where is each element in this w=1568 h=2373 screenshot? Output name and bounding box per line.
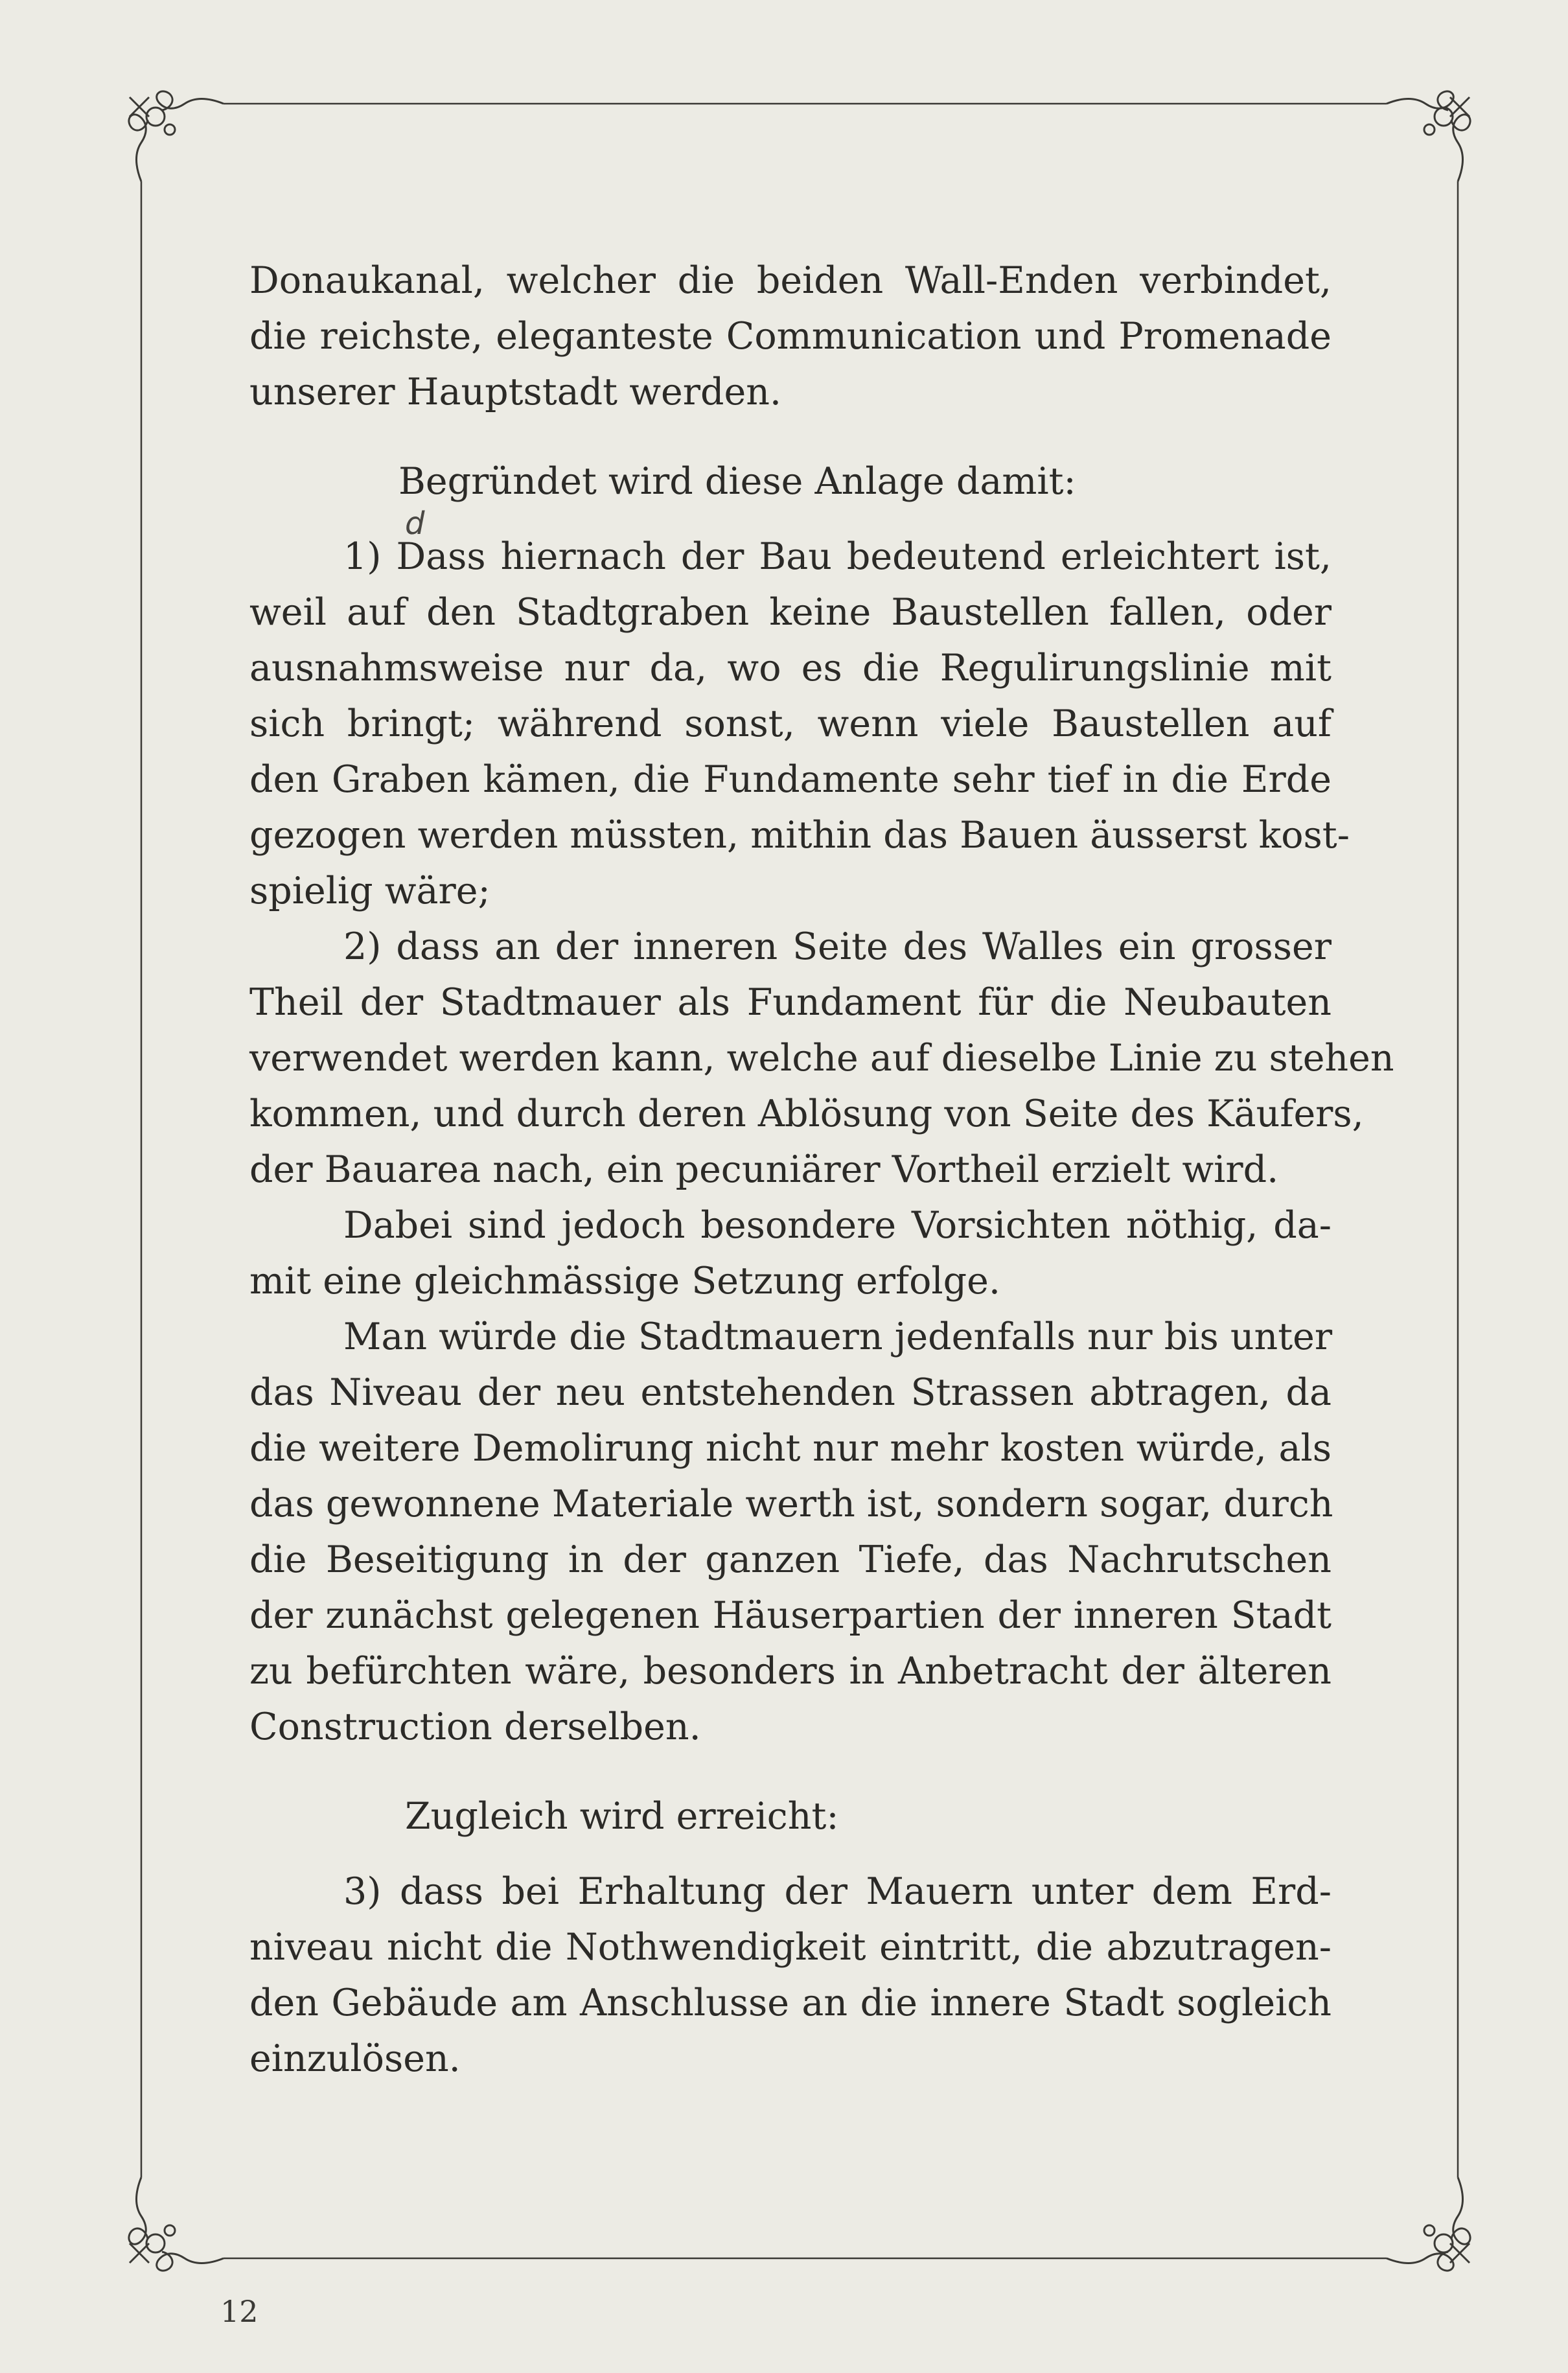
text-line: die weitere Demolirung nicht nur mehr kosten würde, als <box>249 1427 1332 1470</box>
body-text <box>249 253 1394 2087</box>
text-line: einzulösen. <box>249 2037 461 2080</box>
text-line: sich bringt; während sonst, wenn viele Baustellen auf <box>249 702 1332 745</box>
handwritten-margin-note: d <box>405 505 425 542</box>
text-line: mit eine gleichmässige Setzung erfolge. <box>249 1260 1000 1302</box>
text-line: 1) Dass hiernach der Bau bedeutend erleichtert ist, <box>343 535 1332 578</box>
section-heading: Zugleich wird erreicht: <box>405 1795 839 1838</box>
text-line: ausnahmsweise nur da, wo es die Regulirungslinie mit <box>249 647 1332 689</box>
corner-ornament-top-left-icon <box>129 91 224 181</box>
text-line: spielig wäre; <box>249 870 490 912</box>
text-line: zu befürchten wäre, besonders in Anbetracht der älteren <box>249 1650 1332 1693</box>
text-line: das gewonnene Materiale werth ist, sondern sogar, durch <box>249 1483 1333 1525</box>
text-line: Donaukanal, welcher die beiden Wall-Enden verbindet, <box>249 259 1332 302</box>
text-line: weil auf den Stadtgraben keine Baustellen fallen, oder <box>249 591 1332 634</box>
text-line: das Niveau der neu entstehenden Strassen abtragen, da <box>249 1371 1332 1414</box>
text-line: kommen, und durch deren Ablösung von Seite des Käufers, <box>249 1093 1364 1135</box>
page-number: 12 <box>220 2294 259 2329</box>
text-line: verwendet werden kann, welche auf dieselbe Linie zu stehen <box>249 1037 1394 1080</box>
corner-ornament-bottom-left-icon <box>129 2177 224 2271</box>
text-line: niveau nicht die Nothwendigkeit eintritt, die abzutragen- <box>249 1926 1332 1969</box>
text-line: gezogen werden müssten, mithin das Bauen äusserst kost- <box>249 814 1350 857</box>
text-line: der zunächst gelegenen Häuserpartien der inneren Stadt <box>249 1594 1332 1637</box>
text-line: den Gebäude am Anschlusse an die innere Stadt sogleich <box>249 1982 1332 2024</box>
text-line: 2) dass an der inneren Seite des Walles ein grosser <box>343 925 1332 968</box>
text-line: Construction derselben. <box>249 1706 701 1748</box>
text-line: unserer Hauptstadt werden. <box>249 371 782 413</box>
text-line: die reichste, eleganteste Communication und Promenade <box>249 315 1332 358</box>
section-heading: Begründet wird diese Anlage damit: <box>398 460 1076 503</box>
text-line: den Graben kämen, die Fundamente sehr tief in die Erde <box>249 758 1332 801</box>
text-line: die Beseitigung in der ganzen Tiefe, das Nachrutschen <box>249 1538 1332 1581</box>
text-line: der Bauarea nach, ein pecuniärer Vortheil erzielt wird. <box>249 1148 1279 1191</box>
text-line: Dabei sind jedoch besondere Vorsichten nöthig, da- <box>343 1204 1332 1247</box>
corner-ornament-top-right-icon <box>1387 91 1470 181</box>
corner-ornament-bottom-right-icon <box>1387 2177 1470 2271</box>
text-line: Theil der Stadtmauer als Fundament für die Neubauten <box>249 981 1332 1024</box>
text-line: Man würde die Stadtmauern jedenfalls nur bis unter <box>343 1315 1333 1358</box>
text-line: 3) dass bei Erhaltung der Mauern unter dem Erd- <box>343 1870 1332 1913</box>
